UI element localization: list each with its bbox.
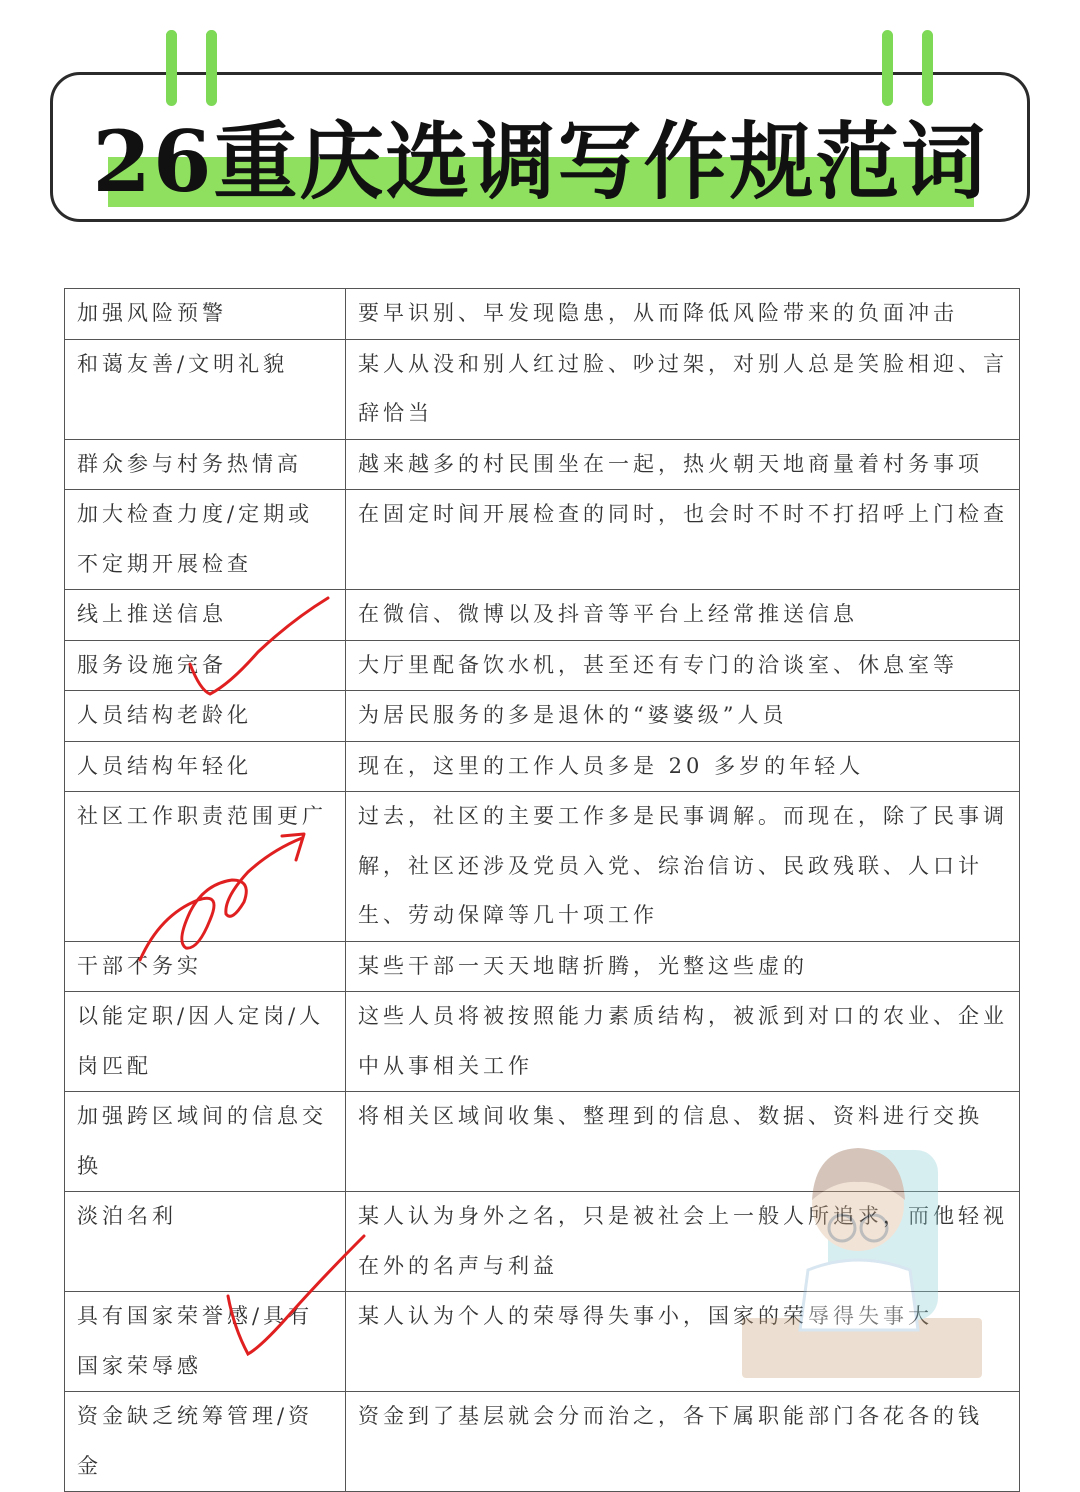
table-row xyxy=(64,992,1020,1092)
term-cell: 加强跨区域间的信息交换 xyxy=(64,1092,346,1191)
table-row xyxy=(64,942,1020,993)
table-row xyxy=(64,440,1020,491)
description-cell: 将相关区域间收集、整理到的信息、数据、资料进行交换 xyxy=(346,1092,1020,1191)
right-clip-decoration xyxy=(922,30,933,106)
table-row xyxy=(64,641,1020,692)
description-cell: 某人认为身外之名，只是被社会上一般人所追求，而他轻视在外的名声与利益 xyxy=(346,1192,1020,1291)
page-title: 26重庆选调写作规范词 xyxy=(92,112,988,211)
left-clip-decoration xyxy=(206,30,217,106)
table-row xyxy=(64,1092,1020,1192)
description-cell: 过去，社区的主要工作多是民事调解。而现在，除了民事调解，社区还涉及党员入党、综治信访、民政残联、人口计生、劳动保障等几十项工作 xyxy=(346,792,1020,941)
vocab-table xyxy=(64,288,1020,1492)
term-cell: 干部不务实 xyxy=(64,942,346,992)
term-cell: 人员结构老龄化 xyxy=(64,691,346,741)
right-clip-decoration xyxy=(882,30,893,106)
table-row xyxy=(64,340,1020,440)
description-cell: 这些人员将被按照能力素质结构，被派到对口的农业、企业中从事相关工作 xyxy=(346,992,1020,1091)
term-cell: 和蔼友善/文明礼貌 xyxy=(64,340,346,439)
term-cell: 淡泊名利 xyxy=(64,1192,346,1291)
term-cell: 线上推送信息 xyxy=(64,590,346,640)
description-cell: 为居民服务的多是退休的“婆婆级”人员 xyxy=(346,691,1020,741)
term-cell: 以能定职/因人定岗/人岗匹配 xyxy=(64,992,346,1091)
description-cell: 大厅里配备饮水机，甚至还有专门的洽谈室、休息室等 xyxy=(346,641,1020,691)
left-clip-decoration xyxy=(166,30,177,106)
description-cell: 越来越多的村民围坐在一起，热火朝天地商量着村务事项 xyxy=(346,440,1020,490)
term-cell: 加强风险预警 xyxy=(64,289,346,339)
description-cell: 某些干部一天天地瞎折腾，光整这些虚的 xyxy=(346,942,1020,992)
description-cell: 资金到了基层就会分而治之，各下属职能部门各花各的钱 xyxy=(346,1392,1020,1491)
table-row xyxy=(64,590,1020,641)
term-cell: 群众参与村务热情高 xyxy=(64,440,346,490)
term-cell: 社区工作职责范围更广 xyxy=(64,792,346,941)
table-row xyxy=(64,792,1020,942)
table-row xyxy=(64,289,1020,340)
description-cell: 某人认为个人的荣辱得失事小，国家的荣辱得失事大 xyxy=(346,1292,1020,1391)
description-cell: 在微信、微博以及抖音等平台上经常推送信息 xyxy=(346,590,1020,640)
term-cell: 服务设施完备 xyxy=(64,641,346,691)
term-cell: 具有国家荣誉感/具有国家荣辱感 xyxy=(64,1292,346,1391)
table-row xyxy=(64,691,1020,742)
term-cell: 人员结构年轻化 xyxy=(64,742,346,792)
description-cell: 在固定时间开展检查的同时，也会时不时不打招呼上门检查 xyxy=(346,490,1020,589)
term-cell: 加大检查力度/定期或不定期开展检查 xyxy=(64,490,346,589)
table-row xyxy=(64,1292,1020,1392)
description-cell: 要早识别、早发现隐患，从而降低风险带来的负面冲击 xyxy=(346,289,1020,339)
table-row xyxy=(64,490,1020,590)
table-row xyxy=(64,742,1020,793)
description-cell: 现在，这里的工作人员多是 20 多岁的年轻人 xyxy=(346,742,1020,792)
table-row xyxy=(64,1392,1020,1492)
term-cell: 资金缺乏统筹管理/资金 xyxy=(64,1392,346,1491)
description-cell: 某人从没和别人红过脸、吵过架，对别人总是笑脸相迎、言辞恰当 xyxy=(346,340,1020,439)
table-row xyxy=(64,1192,1020,1292)
